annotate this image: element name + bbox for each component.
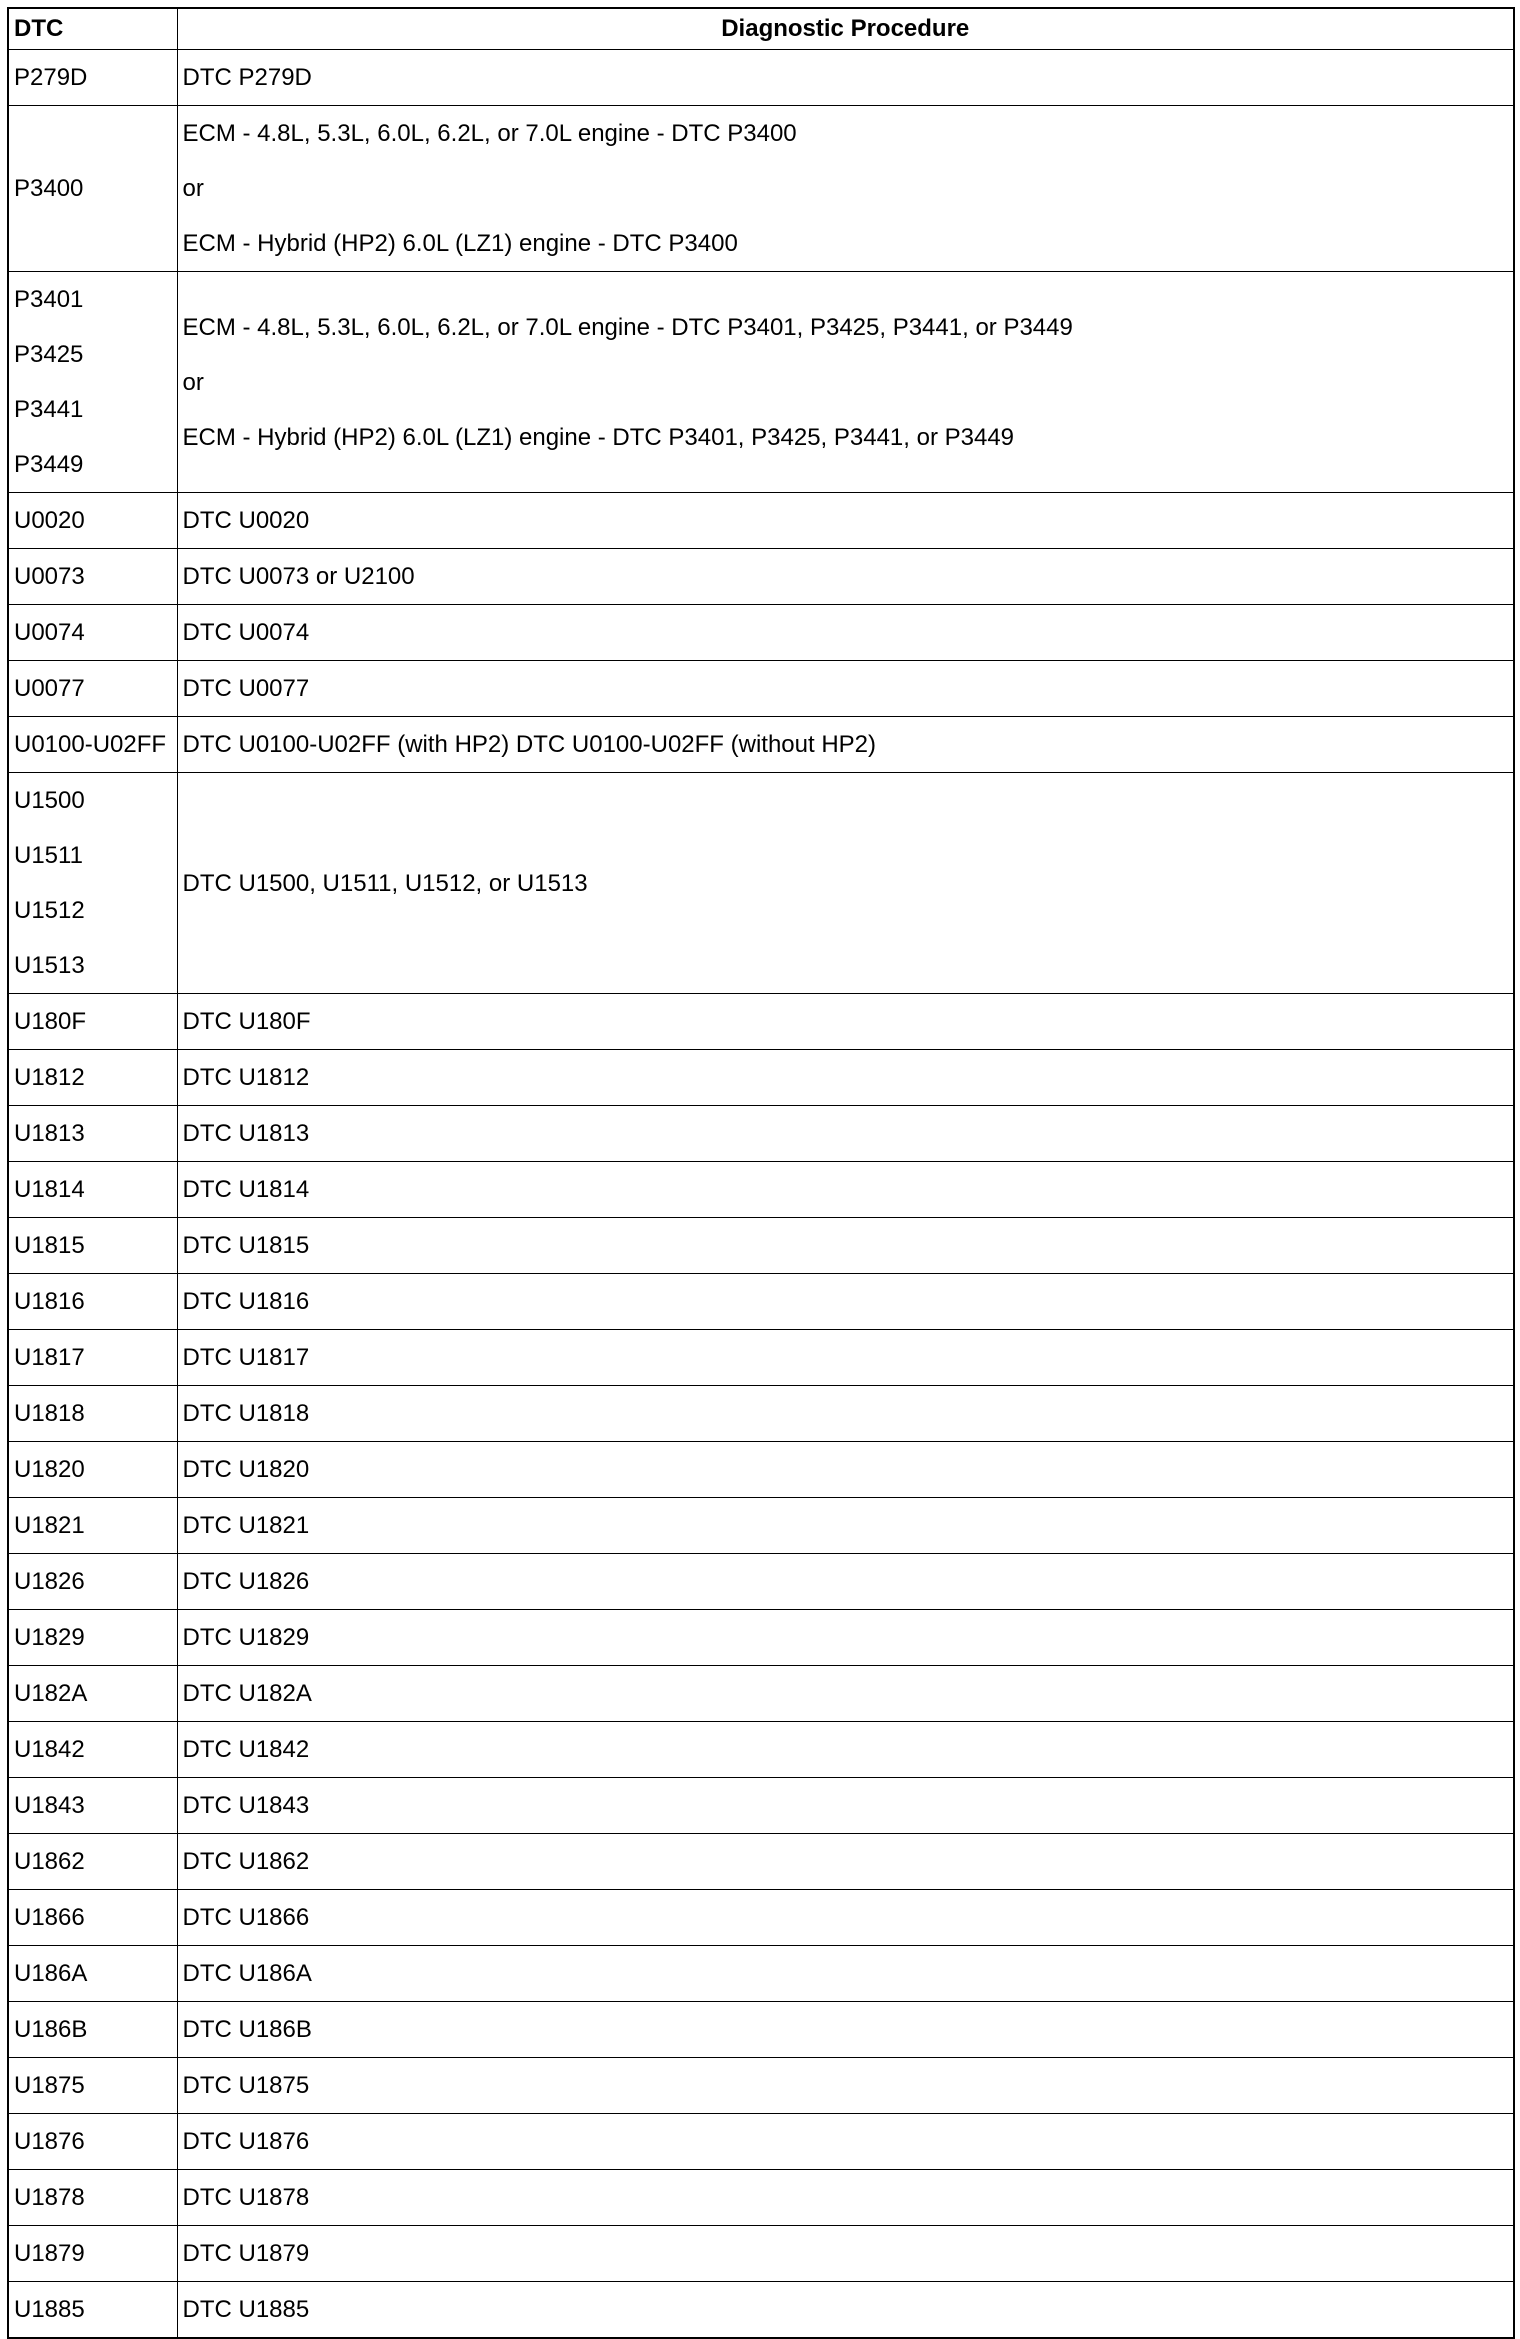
table-row: [8, 1442, 1514, 1498]
procedure-text: DTC U1814: [182, 1176, 310, 1203]
procedure-text: DTC U1821: [182, 1512, 310, 1539]
table-row: [8, 1330, 1514, 1386]
dtc-cell: [8, 1778, 177, 1834]
dtc-code: P3401: [14, 286, 84, 313]
dtc-code: U0077: [14, 675, 85, 702]
dtc-cell: [8, 493, 177, 549]
dtc-code: U1842: [14, 1736, 85, 1763]
dtc-code: U1862: [14, 1848, 85, 1875]
table-row: [8, 1834, 1514, 1890]
procedure-cell: [177, 1218, 1514, 1274]
dtc-cell: [8, 2226, 177, 2282]
procedure-text: DTC U1878: [182, 2184, 310, 2211]
header-dtc: DTC: [8, 8, 177, 50]
dtc-code: P3425: [14, 341, 84, 368]
dtc-code: U186B: [14, 2016, 88, 2043]
procedure-text: DTC U0100-U02FF (with HP2) DTC U0100-U02FF (without HP2): [182, 731, 877, 758]
dtc-code: U0100-U02FF: [14, 731, 167, 758]
dtc-cell: [8, 1890, 177, 1946]
dtc-cell: [8, 272, 177, 493]
dtc-code: U1813: [14, 1120, 85, 1147]
procedure-text: DTC U1842: [182, 1736, 310, 1763]
table-row: [8, 1666, 1514, 1722]
procedure-cell: [177, 1274, 1514, 1330]
table-row: [8, 2002, 1514, 2058]
dtc-code: P3400: [14, 175, 84, 202]
procedure-cell: [177, 1722, 1514, 1778]
dtc-cell: [8, 1106, 177, 1162]
table-row: [8, 2226, 1514, 2282]
procedure-text: DTC U1879: [182, 2240, 310, 2267]
table-row: [8, 1498, 1514, 1554]
procedure-cell: [177, 549, 1514, 605]
dtc-code: U1513: [14, 952, 85, 979]
procedure-cell: [177, 1890, 1514, 1946]
procedure-cell: [177, 1442, 1514, 1498]
procedure-cell: [177, 272, 1514, 493]
procedure-cell: [177, 1946, 1514, 2002]
dtc-code: U1843: [14, 1792, 85, 1819]
table-body: [8, 50, 1514, 2339]
dtc-code: U1814: [14, 1176, 85, 1203]
table-row: [8, 2170, 1514, 2226]
dtc-cell: [8, 1834, 177, 1890]
dtc-code: U1876: [14, 2128, 85, 2155]
procedure-text: ECM - 4.8L, 5.3L, 6.0L, 6.2L, or 7.0L engine - DTC P3401, P3425, P3441, or P3449: [182, 313, 1073, 341]
dtc-cell: [8, 994, 177, 1050]
table-row: [8, 1106, 1514, 1162]
table-row: [8, 605, 1514, 661]
dtc-cell: [8, 2282, 177, 2339]
dtc-code: U1826: [14, 1568, 85, 1595]
dtc-code: U1885: [14, 2296, 85, 2323]
procedure-text: DTC U1812: [182, 1064, 310, 1091]
table-row: [8, 1890, 1514, 1946]
procedure-text: or: [182, 368, 204, 396]
procedure-text: DTC U1875: [182, 2072, 310, 2099]
procedure-cell: [177, 2282, 1514, 2339]
dtc-code: P3441: [14, 396, 84, 423]
dtc-cell: [8, 1946, 177, 2002]
table-row: [8, 1610, 1514, 1666]
table-row: [8, 1050, 1514, 1106]
procedure-cell: [177, 1386, 1514, 1442]
dtc-cell: [8, 2114, 177, 2170]
dtc-cell: [8, 2058, 177, 2114]
procedure-cell: [177, 2114, 1514, 2170]
dtc-code: U1817: [14, 1344, 85, 1371]
dtc-code: U1815: [14, 1232, 85, 1259]
dtc-cell: [8, 1386, 177, 1442]
procedure-text: DTC P279D: [182, 64, 312, 91]
procedure-cell: [177, 717, 1514, 773]
dtc-code: U1821: [14, 1512, 85, 1539]
procedure-text: DTC U0020: [182, 507, 310, 534]
table-row: [8, 717, 1514, 773]
procedure-text: DTC U1829: [182, 1624, 310, 1651]
table-row: [8, 661, 1514, 717]
dtc-code: U1820: [14, 1456, 85, 1483]
dtc-cell: [8, 1050, 177, 1106]
procedure-cell: [177, 1498, 1514, 1554]
table-row: [8, 1554, 1514, 1610]
dtc-cell: [8, 549, 177, 605]
dtc-cell: [8, 2170, 177, 2226]
dtc-code: U1829: [14, 1624, 85, 1651]
dtc-cell: [8, 605, 177, 661]
procedure-text: DTC U1866: [182, 1904, 310, 1931]
procedure-text: DTC U186B: [182, 2016, 312, 2043]
dtc-code: U1818: [14, 1400, 85, 1427]
dtc-cell: [8, 1498, 177, 1554]
dtc-table: [7, 7, 1515, 2339]
dtc-cell: [8, 1554, 177, 1610]
procedure-text: DTC U1818: [182, 1400, 310, 1427]
table-row: [8, 1722, 1514, 1778]
dtc-cell: [8, 2002, 177, 2058]
procedure-text: DTC U1862: [182, 1848, 310, 1875]
dtc-cell: [8, 1610, 177, 1666]
procedure-cell: [177, 1106, 1514, 1162]
dtc-code: U182A: [14, 1680, 88, 1707]
procedure-text: DTC U1500, U1511, U1512, or U1513: [182, 869, 588, 897]
dtc-cell: [8, 1218, 177, 1274]
dtc-code: U1875: [14, 2072, 85, 2099]
dtc-cell: [8, 661, 177, 717]
procedure-text: DTC U182A: [182, 1680, 312, 1707]
dtc-cell: [8, 1162, 177, 1218]
procedure-cell: [177, 50, 1514, 106]
dtc-code: U1816: [14, 1288, 85, 1315]
procedure-cell: [177, 1610, 1514, 1666]
procedure-cell: [177, 605, 1514, 661]
dtc-code: U0020: [14, 507, 85, 534]
dtc-cell: [8, 717, 177, 773]
table-row: [8, 1162, 1514, 1218]
procedure-text: ECM - Hybrid (HP2) 6.0L (LZ1) engine - DTC P3401, P3425, P3441, or P3449: [182, 423, 1015, 451]
table-row: [8, 1274, 1514, 1330]
procedure-cell: [177, 1330, 1514, 1386]
procedure-text: ECM - Hybrid (HP2) 6.0L (LZ1) engine - DTC P3400: [182, 230, 738, 257]
procedure-text: DTC U1826: [182, 1568, 310, 1595]
dtc-code: U186A: [14, 1960, 88, 1987]
table-row: [8, 1218, 1514, 1274]
dtc-code: P3449: [14, 451, 84, 478]
dtc-code: U1512: [14, 897, 85, 924]
table-row: [8, 106, 1514, 272]
procedure-cell: [177, 106, 1514, 272]
table-row: [8, 1946, 1514, 2002]
procedure-text: DTC U1817: [182, 1344, 310, 1371]
dtc-code: U180F: [14, 1008, 87, 1035]
procedure-cell: [177, 1162, 1514, 1218]
procedure-text: DTC U1816: [182, 1288, 310, 1315]
procedure-text: DTC U180F: [182, 1008, 311, 1035]
procedure-cell: [177, 1834, 1514, 1890]
procedure-cell: [177, 661, 1514, 717]
table-row: [8, 549, 1514, 605]
procedure-cell: [177, 1666, 1514, 1722]
dtc-cell: [8, 106, 177, 272]
procedure-text: DTC U0073 or U2100: [182, 563, 415, 590]
dtc-code: U1812: [14, 1064, 85, 1091]
procedure-cell: [177, 994, 1514, 1050]
procedure-text: DTC U186A: [182, 1960, 312, 1987]
procedure-text: ECM - 4.8L, 5.3L, 6.0L, 6.2L, or 7.0L engine - DTC P3400: [182, 120, 797, 147]
dtc-code: U0073: [14, 563, 85, 590]
procedure-text: DTC U1815: [182, 1232, 310, 1259]
dtc-cell: [8, 1442, 177, 1498]
table-row: [8, 272, 1514, 493]
dtc-cell: [8, 1666, 177, 1722]
table-row: [8, 50, 1514, 106]
procedure-text: DTC U0077: [182, 675, 310, 702]
procedure-text: or: [182, 175, 204, 202]
procedure-cell: [177, 2058, 1514, 2114]
table-row: [8, 773, 1514, 994]
procedure-cell: [177, 1554, 1514, 1610]
table-header: [8, 8, 1514, 50]
table-row: [8, 1386, 1514, 1442]
dtc-code: U0074: [14, 619, 85, 646]
procedure-cell: [177, 773, 1514, 994]
procedure-cell: [177, 1778, 1514, 1834]
table-row: [8, 2282, 1514, 2339]
dtc-code: U1878: [14, 2184, 85, 2211]
table-row: [8, 2058, 1514, 2114]
table-row: [8, 1778, 1514, 1834]
procedure-cell: [177, 1050, 1514, 1106]
dtc-cell: [8, 1722, 177, 1778]
procedure-text: DTC U0074: [182, 619, 310, 646]
procedure-text: DTC U1820: [182, 1456, 310, 1483]
dtc-code: U1866: [14, 1904, 85, 1931]
dtc-cell: [8, 773, 177, 994]
procedure-text: DTC U1876: [182, 2128, 310, 2155]
procedure-cell: [177, 2002, 1514, 2058]
table-row: [8, 2114, 1514, 2170]
table-row: [8, 493, 1514, 549]
procedure-text: DTC U1813: [182, 1120, 310, 1147]
header-row: [8, 8, 1514, 50]
procedure-cell: [177, 2226, 1514, 2282]
dtc-code: U1511: [14, 842, 83, 869]
procedure-cell: [177, 2170, 1514, 2226]
dtc-code: U1500: [14, 787, 85, 814]
dtc-cell: [8, 50, 177, 106]
procedure-cell: [177, 493, 1514, 549]
dtc-cell: [8, 1330, 177, 1386]
dtc-code: U1879: [14, 2240, 85, 2267]
procedure-text: DTC U1843: [182, 1792, 310, 1819]
header-diagnostic-procedure: Diagnostic Procedure: [177, 8, 1514, 50]
dtc-code: P279D: [14, 64, 88, 91]
procedure-text: DTC U1885: [182, 2296, 310, 2323]
dtc-cell: [8, 1274, 177, 1330]
table-row: [8, 994, 1514, 1050]
